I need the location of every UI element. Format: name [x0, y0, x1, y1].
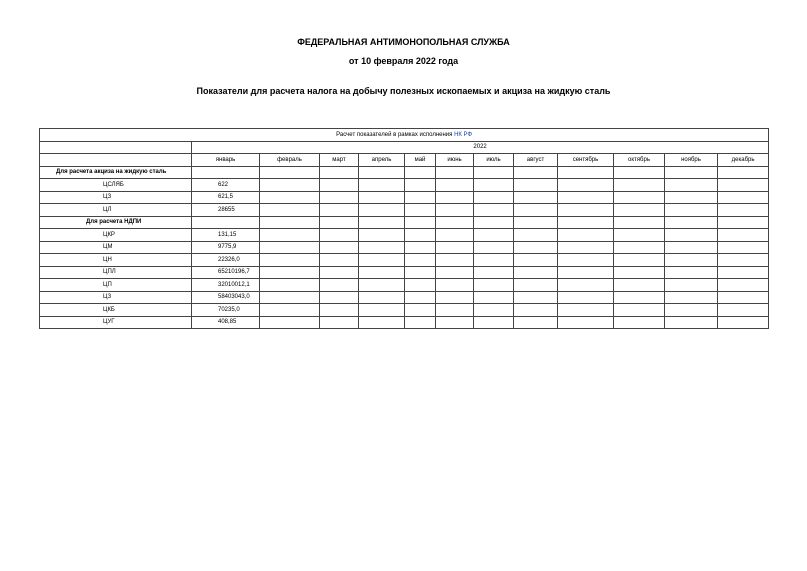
document-date: от 10 февраля 2022 года	[348, 56, 459, 66]
empty-cell	[665, 166, 718, 179]
empty-cell	[665, 304, 718, 317]
empty-cell	[718, 241, 769, 254]
empty-cell	[260, 179, 320, 192]
empty-cell	[359, 316, 405, 329]
month-header: октябрь	[614, 154, 665, 167]
month-header: январь	[192, 154, 260, 167]
empty-cell	[436, 291, 474, 304]
empty-cell	[359, 191, 405, 204]
empty-cell	[405, 266, 436, 279]
empty-cell	[320, 266, 359, 279]
empty-cell	[614, 229, 665, 242]
empty-cell	[665, 254, 718, 267]
table-row	[40, 254, 769, 267]
empty-cell	[436, 166, 474, 179]
empty-cell	[665, 179, 718, 192]
empty-cell	[359, 279, 405, 292]
empty-cell	[359, 254, 405, 267]
empty-cell	[718, 254, 769, 267]
empty-cell	[405, 216, 436, 229]
empty-cell	[474, 241, 514, 254]
empty-cell	[359, 179, 405, 192]
empty-cell	[558, 254, 614, 267]
blank-cell	[40, 141, 192, 154]
empty-cell	[558, 241, 614, 254]
empty-cell	[665, 216, 718, 229]
section-row	[40, 216, 769, 229]
empty-cell	[320, 204, 359, 217]
indicator-label: ЦКР	[40, 229, 192, 242]
empty-cell	[718, 216, 769, 229]
empty-cell	[614, 304, 665, 317]
table-row	[40, 179, 769, 192]
empty-cell	[558, 179, 614, 192]
empty-cell	[192, 216, 260, 229]
indicator-label: ЦЛ	[40, 204, 192, 217]
caption-text: Расчет показателей в рамках исполнения	[336, 131, 455, 138]
month-header: май	[405, 154, 436, 167]
empty-cell	[260, 204, 320, 217]
january-value: 22326,0	[192, 254, 260, 267]
empty-cell	[474, 316, 514, 329]
empty-cell	[436, 316, 474, 329]
empty-cell	[718, 191, 769, 204]
empty-cell	[474, 254, 514, 267]
table-row	[40, 316, 769, 329]
empty-cell	[474, 304, 514, 317]
empty-cell	[359, 304, 405, 317]
empty-cell	[558, 166, 614, 179]
month-header: сентябрь	[558, 154, 614, 167]
empty-cell	[320, 191, 359, 204]
empty-cell	[260, 166, 320, 179]
empty-cell	[320, 254, 359, 267]
empty-cell	[436, 229, 474, 242]
empty-cell	[260, 266, 320, 279]
january-value: 58403043,0	[192, 291, 260, 304]
empty-cell	[359, 241, 405, 254]
empty-cell	[436, 204, 474, 217]
empty-cell	[718, 266, 769, 279]
empty-cell	[514, 316, 558, 329]
empty-cell	[558, 304, 614, 317]
empty-cell	[718, 304, 769, 317]
empty-cell	[474, 179, 514, 192]
table-row	[40, 204, 769, 217]
empty-cell	[718, 291, 769, 304]
empty-cell	[260, 254, 320, 267]
section-row	[40, 166, 769, 179]
empty-cell	[665, 266, 718, 279]
empty-cell	[514, 179, 558, 192]
empty-cell	[665, 291, 718, 304]
table-row	[40, 266, 769, 279]
empty-cell	[665, 279, 718, 292]
empty-cell	[614, 191, 665, 204]
document-subject: Показатели для расчета налога на добычу полезных ископаемых и акциза на жидкую сталь	[196, 86, 611, 96]
empty-cell	[514, 304, 558, 317]
empty-cell	[665, 241, 718, 254]
empty-cell	[260, 304, 320, 317]
empty-cell	[665, 204, 718, 217]
empty-cell	[514, 229, 558, 242]
table-row	[40, 304, 769, 317]
nk-rf-link[interactable]: НК РФ	[454, 131, 473, 138]
empty-cell	[474, 229, 514, 242]
empty-cell	[614, 204, 665, 217]
indicator-label: ЦП	[40, 279, 192, 292]
empty-cell	[436, 279, 474, 292]
empty-cell	[718, 166, 769, 179]
empty-cell	[320, 291, 359, 304]
empty-cell	[320, 216, 359, 229]
empty-cell	[474, 291, 514, 304]
empty-cell	[320, 166, 359, 179]
table-row	[40, 291, 769, 304]
empty-cell	[405, 229, 436, 242]
empty-cell	[558, 279, 614, 292]
empty-cell	[436, 254, 474, 267]
empty-cell	[260, 229, 320, 242]
empty-cell	[665, 229, 718, 242]
january-value: 621,5	[192, 191, 260, 204]
empty-cell	[405, 316, 436, 329]
empty-cell	[665, 191, 718, 204]
empty-cell	[260, 316, 320, 329]
month-header: ноябрь	[665, 154, 718, 167]
caption-row	[40, 129, 769, 142]
empty-cell	[405, 179, 436, 192]
table-row	[40, 229, 769, 242]
january-value: 28655	[192, 204, 260, 217]
january-value: 408,85	[192, 316, 260, 329]
empty-cell	[718, 229, 769, 242]
empty-cell	[260, 241, 320, 254]
blank-cell	[40, 154, 192, 167]
indicator-label: ЦУГ	[40, 316, 192, 329]
empty-cell	[718, 279, 769, 292]
empty-cell	[320, 279, 359, 292]
indicator-label: ЦМ	[40, 241, 192, 254]
month-header: февраль	[260, 154, 320, 167]
empty-cell	[614, 241, 665, 254]
empty-cell	[514, 254, 558, 267]
empty-cell	[514, 166, 558, 179]
empty-cell	[514, 241, 558, 254]
empty-cell	[405, 241, 436, 254]
indicator-label: ЦПЛ	[40, 266, 192, 279]
indicator-label: ЦН	[40, 254, 192, 267]
empty-cell	[614, 316, 665, 329]
empty-cell	[514, 266, 558, 279]
empty-cell	[260, 191, 320, 204]
indicators-table	[39, 128, 769, 329]
empty-cell	[359, 166, 405, 179]
empty-cell	[359, 204, 405, 217]
org-title: ФЕДЕРАЛЬНАЯ АНТИМОНОПОЛЬНАЯ СЛУЖБА	[297, 37, 510, 47]
empty-cell	[260, 291, 320, 304]
table-row	[40, 241, 769, 254]
empty-cell	[260, 279, 320, 292]
empty-cell	[405, 204, 436, 217]
empty-cell	[359, 266, 405, 279]
empty-cell	[558, 316, 614, 329]
empty-cell	[260, 216, 320, 229]
month-header: декабрь	[718, 154, 769, 167]
empty-cell	[405, 279, 436, 292]
empty-cell	[436, 216, 474, 229]
empty-cell	[614, 166, 665, 179]
empty-cell	[474, 204, 514, 217]
january-value: 622	[192, 179, 260, 192]
empty-cell	[558, 204, 614, 217]
empty-cell	[474, 266, 514, 279]
year-row	[40, 141, 769, 154]
indicator-label: ЦСЛЯБ	[40, 179, 192, 192]
empty-cell	[558, 266, 614, 279]
empty-cell	[514, 216, 558, 229]
empty-cell	[614, 279, 665, 292]
empty-cell	[405, 166, 436, 179]
empty-cell	[359, 229, 405, 242]
january-value: 65210196,7	[192, 266, 260, 279]
table-row	[40, 191, 769, 204]
year-header: 2022	[192, 141, 769, 154]
month-header: март	[320, 154, 359, 167]
january-value: 70235,0	[192, 304, 260, 317]
empty-cell	[558, 191, 614, 204]
empty-cell	[514, 204, 558, 217]
empty-cell	[320, 316, 359, 329]
empty-cell	[614, 179, 665, 192]
month-header: июнь	[436, 154, 474, 167]
empty-cell	[614, 216, 665, 229]
empty-cell	[436, 241, 474, 254]
empty-cell	[405, 191, 436, 204]
empty-cell	[359, 291, 405, 304]
empty-cell	[474, 279, 514, 292]
empty-cell	[718, 316, 769, 329]
empty-cell	[614, 266, 665, 279]
january-value: 32010012,1	[192, 279, 260, 292]
empty-cell	[514, 191, 558, 204]
empty-cell	[320, 229, 359, 242]
month-header: июль	[474, 154, 514, 167]
empty-cell	[514, 291, 558, 304]
empty-cell	[436, 179, 474, 192]
empty-cell	[474, 191, 514, 204]
empty-cell	[359, 216, 405, 229]
empty-cell	[718, 204, 769, 217]
empty-cell	[320, 304, 359, 317]
indicator-label: ЦЗ	[40, 191, 192, 204]
empty-cell	[320, 241, 359, 254]
empty-cell	[614, 291, 665, 304]
empty-cell	[474, 166, 514, 179]
empty-cell	[436, 304, 474, 317]
empty-cell	[405, 304, 436, 317]
indicator-label: ЦКБ	[40, 304, 192, 317]
january-value: 9775,9	[192, 241, 260, 254]
indicator-label: ЦЗ	[40, 291, 192, 304]
empty-cell	[558, 291, 614, 304]
months-row	[40, 154, 769, 167]
january-value: 131,15	[192, 229, 260, 242]
empty-cell	[558, 216, 614, 229]
empty-cell	[718, 179, 769, 192]
empty-cell	[405, 291, 436, 304]
empty-cell	[558, 229, 614, 242]
empty-cell	[514, 279, 558, 292]
empty-cell	[436, 266, 474, 279]
empty-cell	[614, 254, 665, 267]
month-header: август	[514, 154, 558, 167]
section-heading: Для расчета акциза на жидкую сталь	[40, 166, 192, 179]
empty-cell	[192, 166, 260, 179]
empty-cell	[436, 191, 474, 204]
section-heading: Для расчета НДПИ	[40, 216, 192, 229]
table-row	[40, 279, 769, 292]
month-header: апрель	[359, 154, 405, 167]
empty-cell	[665, 316, 718, 329]
table-caption	[40, 129, 769, 142]
empty-cell	[405, 254, 436, 267]
empty-cell	[474, 216, 514, 229]
empty-cell	[320, 179, 359, 192]
